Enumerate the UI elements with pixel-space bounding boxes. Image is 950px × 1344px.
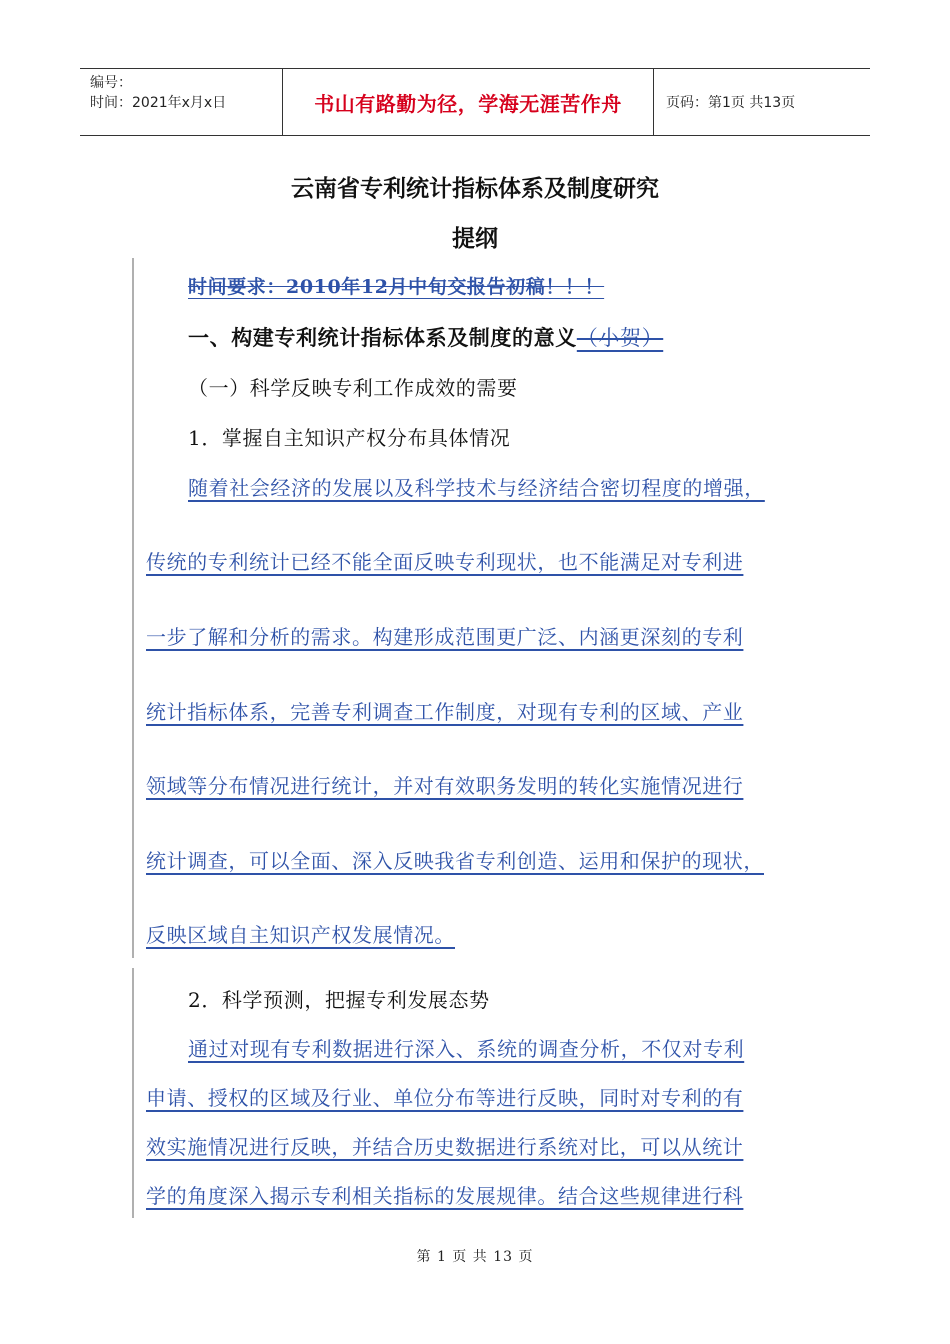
item-1-heading: 1．掌握自主知识产权分布具体情况 [188, 426, 511, 450]
header-left-cell [80, 69, 282, 135]
number-label: 编号： [90, 75, 132, 91]
para1-line-2: 传统的专利统计已经不能全面反映专利现状，也不能满足对专利进 [146, 550, 744, 574]
para2-line-2: 申请、授权的区域及行业、单位分布等进行反映，同时对专利的有 [146, 1086, 744, 1110]
change-bar-1 [132, 258, 134, 958]
header-table [80, 68, 870, 136]
header-motto-cell [282, 69, 654, 135]
para2-line-1: 通过对现有专利数据进行深入、系统的调查分析，不仅对专利 [188, 1037, 745, 1061]
document-title: 云南省专利统计指标体系及制度研究 [291, 176, 659, 202]
para1-line-5: 领域等分布情况进行统计，并对有效职务发明的转化实施情况进行 [146, 774, 744, 798]
para1-line-3: 一步了解和分析的需求。构建形成范围更广泛、内涵更深刻的专利 [146, 625, 744, 649]
page-footer: 第 1 页 共 13 页 [416, 1249, 534, 1265]
para1-line-6: 统计调查，可以全面、深入反映我省专利创造、运用和保护的现状， [146, 849, 764, 873]
section-1-note: （小贺） [576, 326, 664, 350]
subsection-1-heading: （一）科学反映专利工作成效的需要 [188, 376, 518, 400]
deadline-note: 时间要求：2010年12月中旬交报告初稿！！！ [188, 276, 605, 298]
document-subtitle: 提纲 [452, 226, 498, 252]
para2-line-3: 效实施情况进行反映，并结合历史数据进行系统对比，可以从统计 [146, 1135, 744, 1159]
date-label: 时间：2021年x月x日 [90, 95, 227, 111]
motto: 书山有路勤为径，学海无涯苦作舟 [314, 91, 622, 116]
section-1-heading [188, 322, 663, 352]
page-label: 页码：第1页 共13页 [666, 95, 796, 111]
para1-line-4: 统计指标体系，完善专利调查工作制度，对现有专利的区域、产业 [146, 700, 744, 724]
item-2-heading: 2．科学预测，把握专利发展态势 [188, 988, 490, 1012]
header-page-cell [654, 69, 870, 135]
para1-line-7: 反映区域自主知识产权发展情况。 [146, 923, 455, 947]
section-1-title: 一、构建专利统计指标体系及制度的意义 [188, 325, 577, 350]
change-bar-2 [132, 968, 134, 1218]
para1-line-1: 随着社会经济的发展以及科学技术与经济结合密切程度的增强， [188, 476, 765, 500]
para2-line-4: 学的角度深入揭示专利相关指标的发展规律。结合这些规律进行科 [146, 1184, 744, 1208]
